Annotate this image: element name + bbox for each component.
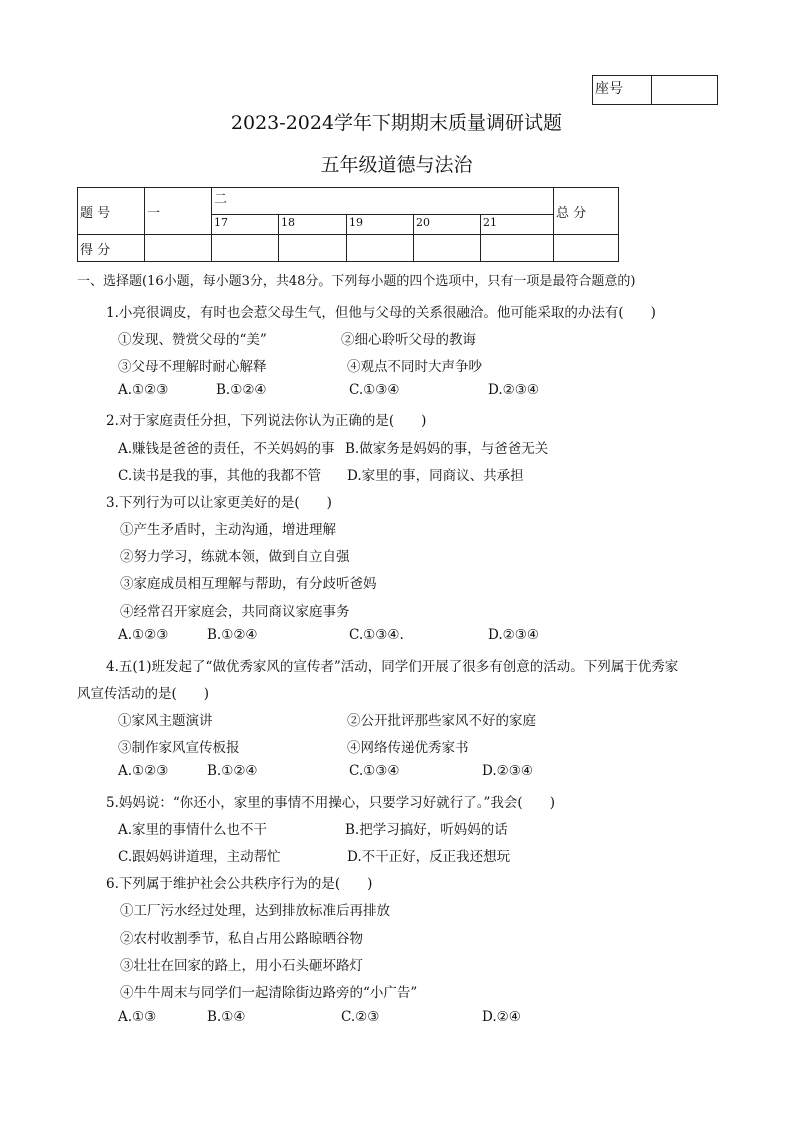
part-one-header: 一 [145, 188, 212, 235]
option-d: D.家里的事，同商议、共承担 [347, 468, 524, 484]
statement: ③壮壮在回家的路上，用小石头砸坏路灯 [120, 958, 363, 974]
option-a: A.赚钱是爸爸的责任，不关妈妈的事 [118, 441, 335, 457]
sub-item-17: 17 [212, 215, 279, 235]
statement: ③制作家风宣传板报 [118, 740, 240, 756]
question-stem: 5.妈妈说：“你还小，家里的事情不用操心，只要学习好就行了。”我会( ) [106, 795, 555, 811]
statement: ①发现、赞赏父母的“美” [118, 332, 267, 348]
option-a: A.①③ [118, 1009, 157, 1025]
option-a: A.家里的事情什么也不干 [118, 822, 268, 838]
option-b: B.做家务是妈妈的事，与爸爸无关 [345, 441, 549, 457]
option-b: B.把学习搞好，听妈妈的话 [345, 822, 508, 838]
score-cell [414, 235, 481, 262]
row-label-question-no: 题 号 [78, 188, 145, 235]
option-d: D.②③④ [482, 763, 533, 779]
option-c: C.①③④ [349, 763, 400, 779]
option-b: B.①②④ [207, 763, 258, 779]
option-b: B.①②④ [216, 382, 267, 398]
score-table [77, 187, 619, 262]
option-d: D.②③④ [488, 382, 539, 398]
option-d: D.不干正好，反正我还想玩 [347, 849, 511, 865]
sub-item-21: 21 [481, 215, 554, 235]
statement: ③父母不理解时耐心解释 [118, 359, 267, 375]
option-c: C.跟妈妈讲道理，主动帮忙 [118, 849, 281, 865]
sub-item-19: 19 [347, 215, 414, 235]
question-stem: 4.五(1)班发起了“做优秀家风的宣传者”活动，同学们开展了很多有创意的活动。下列属于优秀家 [106, 659, 679, 675]
statement: ④观点不同时大声争吵 [347, 359, 482, 375]
statement: ②细心聆听父母的教诲 [341, 332, 476, 348]
option-c: C.①③④. [349, 627, 404, 643]
score-cell [554, 235, 619, 262]
score-cell [481, 235, 554, 262]
statement: ②努力学习，练就本领，做到自立自强 [120, 549, 350, 565]
question-stem: 6.下列属于维护社会公共秩序行为的是( ) [106, 876, 373, 892]
option-c: C.读书是我的事，其他的我都不管 [118, 468, 322, 484]
seat-number-label: 座号 [593, 76, 652, 104]
statement: ①产生矛盾时，主动沟通，增进理解 [120, 522, 336, 538]
option-d: D.②④ [482, 1009, 521, 1025]
question-stem: 2.对于家庭责任分担，下列说法你认为正确的是( ) [106, 413, 427, 429]
score-cell [145, 235, 212, 262]
statement: ②公开批评那些家风不好的家庭 [347, 713, 536, 729]
statement: ②农村收割季节，私自占用公路晾晒谷物 [120, 931, 363, 947]
option-a: A.①②③ [118, 763, 169, 779]
statement: ④网络传递优秀家书 [347, 740, 469, 756]
row-label-score: 得 分 [78, 235, 145, 262]
option-b: B.①④ [207, 1009, 246, 1025]
statement: ④经常召开家庭会，共同商议家庭事务 [120, 604, 350, 620]
score-cell [212, 235, 279, 262]
exam-title: 2023-2024学年下期期末质量调研试题 [230, 112, 563, 134]
section-heading: 一、选择题(16小题，每小题3分，共48分。下列每小题的四个选项中，只有一项是最符合题意的) [77, 274, 636, 289]
option-a: A.①②③ [118, 627, 169, 643]
question-stem-continued: 风宣传活动的是( ) [77, 686, 210, 702]
statement: ①家风主题演讲 [118, 713, 213, 729]
exam-subject: 五年级道德与法治 [320, 154, 473, 176]
option-c: C.②③ [341, 1009, 380, 1025]
seat-number-box [592, 75, 718, 105]
option-b: B.①②④ [207, 627, 258, 643]
option-a: A.①②③ [118, 382, 169, 398]
sub-item-20: 20 [414, 215, 481, 235]
option-c: C.①③④ [349, 382, 400, 398]
score-cell [279, 235, 347, 262]
part-two-header: 二 [212, 188, 554, 215]
statement: ④牛牛周末与同学们一起清除街边路旁的“小广告” [120, 985, 418, 1001]
total-header: 总 分 [554, 188, 619, 235]
question-stem: 3.下列行为可以让家更美好的是( ) [106, 495, 332, 511]
sub-item-18: 18 [279, 215, 347, 235]
statement: ③家庭成员相互理解与帮助，有分歧听爸妈 [120, 576, 377, 592]
question-stem: 1.小亮很调皮，有时也会惹父母生气，但他与父母的关系很融洽。他可能采取的办法有( ) [106, 305, 656, 321]
option-d: D.②③④ [488, 627, 539, 643]
score-cell [347, 235, 414, 262]
statement: ①工厂污水经过处理，达到排放标准后再排放 [120, 903, 390, 919]
